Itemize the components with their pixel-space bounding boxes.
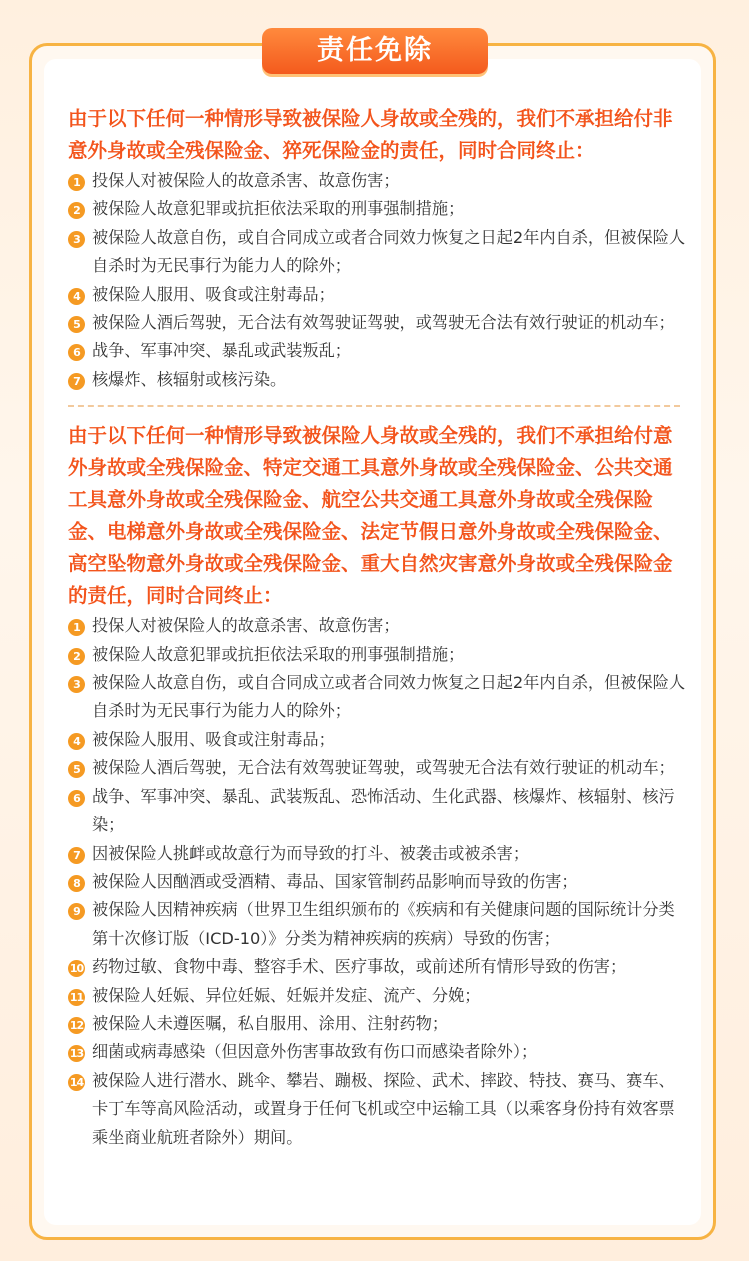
list-item (68, 982, 686, 1010)
number-badge-icon: 14 (69, 1075, 84, 1089)
section-1-lead: 由于以下任何一种情形导致被保险人身故或全残的，我们不承担给付非意外身故或全残保险金、猝死保险金的责任，同时合同终止： (68, 107, 673, 162)
list-item (68, 366, 686, 394)
number-badge-icon: 8 (68, 875, 85, 892)
number-badge-icon: 3 (68, 231, 85, 248)
item-text: 药物过敏、食物中毒、整容手术、医疗事故，或前述所有情形导致的伤害； (92, 957, 627, 977)
number-badge-icon: 5 (68, 316, 85, 333)
item-text: 被保险人酒后驾驶，无合法有效驾驶证驾驶，或驾驶无合法有效行驶证的机动车； (92, 313, 675, 333)
list-item (68, 281, 686, 309)
item-text: 被保险人因酗酒或受酒精、毒品、国家管制药品影响而导致的伤害； (92, 871, 578, 891)
number-badge-icon: 11 (69, 990, 84, 1004)
number-badge-icon: 1 (68, 174, 85, 191)
list-item (68, 840, 686, 868)
item-text: 被保险人进行潜水、跳伞、攀岩、蹦极、探险、武术、摔跤、特技、赛马、赛车、卡丁车等高风险活动，或置身于任何飞机或空中运输工具（以乘客身份持有效客票乘坐商业航班者除外）期间。 (92, 1070, 675, 1147)
number-badge-icon: 7 (68, 847, 85, 864)
number-badge-icon: 3 (68, 676, 85, 693)
list-item (68, 167, 686, 195)
list-item (68, 612, 686, 640)
item-text: 因被保险人挑衅或故意行为而导致的打斗、被袭击或被杀害； (92, 843, 530, 863)
number-badge-icon: 13 (69, 1047, 84, 1061)
list-item (68, 1067, 686, 1152)
item-text: 战争、军事冲突、暴乱、武装叛乱、恐怖活动、生化武器、核爆炸、核辐射、核污染； (92, 786, 675, 835)
number-badge-icon: 10 (69, 962, 84, 976)
item-text: 被保险人妊娠、异位妊娠、妊娠并发症、流产、分娩； (92, 985, 481, 1005)
number-badge-icon: 4 (68, 733, 85, 750)
item-text: 被保险人未遵医嘱，私自服用、涂用、注射药物； (92, 1013, 449, 1033)
item-text: 被保险人故意犯罪或抗拒依法采取的刑事强制措施； (92, 644, 465, 664)
item-text: 战争、军事冲突、暴乱或武装叛乱； (92, 341, 351, 361)
item-text: 投保人对被保险人的故意杀害、故意伤害； (92, 616, 400, 636)
item-text: 被保险人故意自伤，或自合同成立或者合同效力恢复之日起2年内自杀，但被保险人自杀时为无民事行为能力人的除外； (92, 673, 686, 721)
list-item (68, 1010, 686, 1038)
content (68, 103, 686, 1152)
list-item (68, 726, 686, 754)
number-badge-icon: 6 (68, 790, 85, 807)
list-item (68, 195, 686, 223)
number-badge-icon: 2 (68, 202, 85, 219)
item-text: 被保险人故意犯罪或抗拒依法采取的刑事强制措施； (92, 199, 465, 219)
item-text: 被保险人服用、吸食或注射毒品； (92, 284, 335, 304)
number-badge-icon: 5 (68, 761, 85, 778)
number-badge-icon: 12 (69, 1018, 84, 1032)
list-item (68, 669, 686, 726)
number-badge-icon: 1 (68, 619, 85, 636)
list-item (68, 868, 686, 896)
list-item (68, 337, 686, 365)
item-text: 被保险人因精神疾病（世界卫生组织颁布的《疾病和有关健康问题的国际统计分类第十次修订版（ICD-10）》分类为精神疾病的疾病）导致的伤害； (92, 900, 675, 948)
number-badge-icon: 7 (68, 373, 85, 390)
item-text: 投保人对被保险人的故意杀害、故意伤害； (92, 171, 400, 190)
item-text: 细菌或病毒感染（但因意外伤害事故致有伤口而感染者除外）； (92, 1042, 538, 1062)
number-badge-icon: 9 (68, 903, 85, 920)
list-item (68, 783, 686, 840)
item-text: 被保险人故意自伤，或自合同成立或者合同效力恢复之日起2年内自杀，但被保险人自杀时为无民事行为能力人的除外； (92, 227, 686, 276)
item-text: 被保险人酒后驾驶，无合法有效驾驶证驾驶，或驾驶无合法有效行驶证的机动车； (92, 758, 675, 778)
number-badge-icon: 2 (68, 648, 85, 665)
number-badge-icon: 4 (68, 288, 85, 305)
section-2-lead: 由于以下任何一种情形导致被保险人身故或全残的，我们不承担给付意外身故或全残保险金、特定交通工具意外身故或全残保险金、公共交通工具意外身故或全残保险金、航空公共交通工具意外身故或全残保险金、电梯意外身故或全残保险金、法定节假日意外身故或全残保险金、高空坠物意外身故或全残保险金、重大自然灾害意外身故或全残保险金的责任，同时合同终止： (68, 424, 673, 608)
list-item (68, 641, 686, 669)
item-text: 被保险人服用、吸食或注射毒品； (92, 729, 335, 749)
dashed-divider (68, 405, 680, 407)
list-item (68, 953, 686, 981)
list-item (68, 896, 686, 953)
number-badge-icon: 6 (68, 344, 85, 361)
list-item (68, 1038, 686, 1066)
list-item (68, 754, 686, 782)
section-2-list (68, 612, 686, 1152)
list-item (68, 224, 686, 281)
page-title: 责任免除 (262, 28, 488, 74)
section-1-list (68, 167, 686, 394)
item-text: 核爆炸、核辐射或核污染。 (92, 369, 287, 389)
list-item (68, 309, 686, 337)
